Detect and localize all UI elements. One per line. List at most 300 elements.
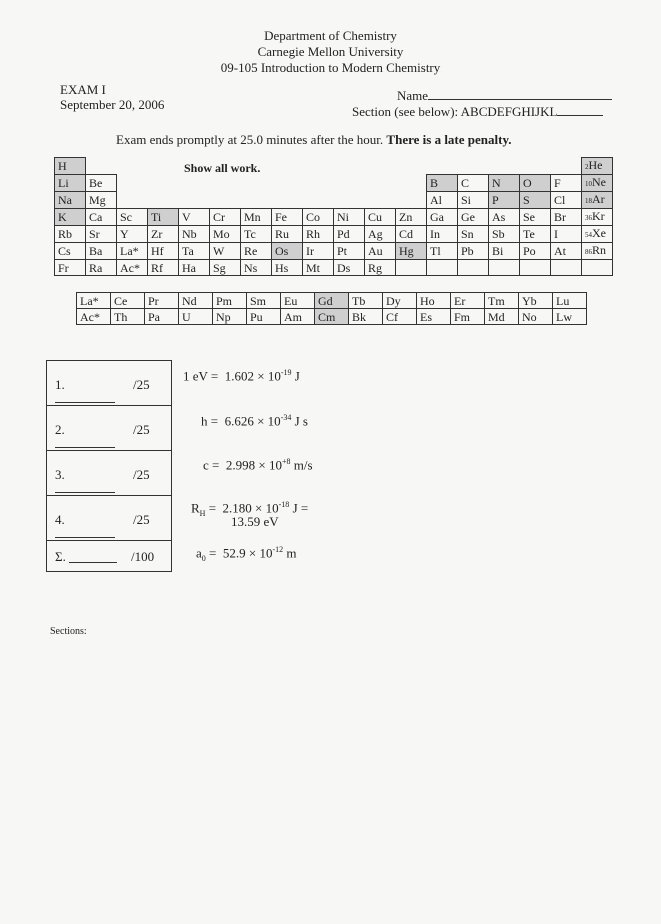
element-w: [210, 243, 241, 260]
element-np: [213, 309, 247, 325]
name-label: Name: [397, 88, 429, 103]
element-cm: [315, 309, 349, 325]
element-ns: [241, 260, 272, 276]
element-ag: [365, 226, 396, 243]
element-empty: [520, 260, 551, 276]
element-sm: [247, 293, 281, 309]
element-symbol: Dy: [386, 293, 401, 308]
constant-a0: [196, 545, 297, 563]
element-sb: [489, 226, 520, 243]
element-n: [489, 175, 520, 192]
element-symbol: Bi: [492, 244, 504, 258]
element-symbol: Cs: [58, 244, 71, 258]
element-symbol: Eu: [284, 293, 298, 308]
element-symbol: Lw: [556, 309, 572, 324]
exam-title: EXAM I: [60, 82, 106, 97]
element-symbol: Mt: [306, 260, 321, 275]
element-fm: [451, 309, 485, 325]
c-exponent: +8: [281, 457, 291, 466]
university: Carnegie Mellon University: [257, 44, 404, 59]
element-symbol: Fr: [58, 260, 69, 275]
element-symbol: Ge: [461, 210, 475, 224]
element-la-star: [77, 293, 111, 309]
element-symbol: Ar: [592, 192, 605, 206]
element-s: [520, 192, 551, 209]
element-symbol: Ne: [592, 175, 606, 189]
element-symbol: Ir: [306, 244, 314, 258]
pt-row: [55, 226, 613, 243]
element-yb: [519, 293, 553, 309]
element-symbol: Rb: [58, 227, 73, 241]
atomic-number: 18: [585, 197, 592, 205]
score-blank: [55, 402, 115, 403]
element-symbol: Ce: [114, 293, 128, 308]
score-row[interactable]: [47, 496, 171, 541]
element-symbol: Re: [244, 244, 258, 258]
pt-row: [55, 209, 613, 226]
atomic-number: 54: [585, 231, 592, 239]
element-symbol: Kr: [592, 209, 605, 223]
element-symbol: Ta: [182, 244, 194, 258]
element-symbol: La*: [80, 293, 99, 308]
element-symbol: Np: [216, 309, 231, 324]
element-fe: [272, 209, 303, 226]
element-symbol: K: [58, 210, 67, 224]
element-symbol: O: [523, 176, 532, 190]
element-er: [451, 293, 485, 309]
atomic-number: 10: [585, 180, 592, 188]
element-symbol: At: [554, 244, 566, 258]
element-ru: [272, 226, 303, 243]
element-ta: [179, 243, 210, 260]
constant-c: [203, 457, 313, 473]
h-label: h =: [201, 413, 219, 429]
element-symbol: Hs: [275, 260, 289, 275]
element-pb: [458, 243, 489, 260]
pt-gap: [117, 192, 427, 209]
constant-ev: [183, 368, 300, 384]
element-symbol: Ds: [337, 260, 351, 275]
element-be: [86, 175, 117, 192]
element-symbol: Sg: [213, 260, 226, 275]
element-v: [179, 209, 210, 226]
element-symbol: Rf: [151, 260, 163, 275]
c-unit: m/s: [290, 457, 313, 473]
element-k: [55, 209, 86, 226]
element-empty: [489, 260, 520, 276]
element-empty: [551, 260, 582, 276]
element-ho: [417, 293, 451, 309]
element-po: [520, 243, 551, 260]
element-f: [551, 175, 582, 192]
element-sg: [210, 260, 241, 276]
element-symbol: In: [430, 227, 440, 241]
c-value: 2.998 × 10: [225, 457, 282, 473]
element-re: [241, 243, 272, 260]
element-symbol: La*: [120, 244, 139, 258]
atomic-number: 86: [585, 248, 592, 256]
fb-row: [77, 309, 587, 325]
element-mt: [303, 260, 334, 276]
exam-date: September 20, 2006: [60, 97, 165, 112]
element-ar: [582, 192, 613, 209]
element-symbol: Md: [488, 309, 505, 324]
element-tm: [485, 293, 519, 309]
sections-label: Sections:: [50, 626, 87, 637]
points-possible: /25: [133, 377, 150, 392]
element-symbol: Ni: [337, 210, 349, 224]
element-symbol: H: [58, 159, 67, 173]
points-possible: /100: [131, 549, 155, 564]
element-pu: [247, 309, 281, 325]
element-symbol: Hf: [151, 244, 164, 258]
rh-label: R: [191, 500, 200, 516]
element-al: [427, 192, 458, 209]
element-sn: [458, 226, 489, 243]
element-symbol: Pr: [148, 293, 159, 308]
element-symbol: V: [182, 210, 191, 224]
element-symbol: Rn: [592, 243, 607, 257]
section-field[interactable]: [352, 104, 603, 120]
element-symbol: Pb: [461, 244, 474, 258]
element-ir: [303, 243, 334, 260]
score-blank: [55, 537, 115, 538]
element-o: [520, 175, 551, 192]
element-symbol: Pu: [250, 309, 263, 324]
element-ha: [179, 260, 210, 276]
element-i: [551, 226, 582, 243]
element-symbol: I: [554, 227, 558, 241]
element-symbol: Fm: [454, 309, 471, 324]
atomic-number: 2: [585, 163, 589, 171]
score-row[interactable]: [47, 541, 171, 571]
element-tb: [349, 293, 383, 309]
element-symbol: B: [430, 176, 439, 190]
element-mg: [86, 192, 117, 209]
element-symbol: Mg: [89, 193, 106, 207]
instructions-text: Exam ends promptly at 25.0 minutes after the hour.: [116, 132, 387, 147]
element-symbol: Si: [461, 193, 472, 207]
element-at: [551, 243, 582, 260]
element-symbol: W: [213, 244, 225, 258]
element-nb: [179, 226, 210, 243]
element-ca: [86, 209, 117, 226]
rh-unit: J =: [289, 500, 309, 516]
element-au: [365, 243, 396, 260]
element-symbol: Os: [275, 244, 289, 258]
element-kr: [582, 209, 613, 226]
h-unit: J s: [291, 413, 308, 429]
element-cs: [55, 243, 86, 260]
element-symbol: Ba: [89, 244, 103, 258]
element-te: [520, 226, 551, 243]
element-hf: [148, 243, 179, 260]
element-symbol: Ag: [368, 227, 383, 241]
element-symbol: Y: [120, 227, 129, 241]
element-th: [111, 309, 145, 325]
f-block-table: [76, 292, 587, 325]
element-no: [519, 309, 553, 325]
show-work-note: Show all work.: [184, 161, 261, 175]
element-ni: [334, 209, 365, 226]
element-es: [417, 309, 451, 325]
element-symbol: Mo: [213, 227, 230, 241]
problem-number: 2.: [55, 422, 65, 437]
element-ba: [86, 243, 117, 260]
element-symbol: Pa: [148, 309, 160, 324]
element-symbol: Gd: [318, 293, 333, 308]
element-ne: [582, 175, 613, 192]
element-symbol: Yb: [522, 293, 537, 308]
a0-value: 52.9 × 10: [222, 545, 273, 561]
element-lu: [553, 293, 587, 309]
element-os: [272, 243, 303, 260]
element-cr: [210, 209, 241, 226]
element-xe: [582, 226, 613, 243]
element-cu: [365, 209, 396, 226]
element-lw: [553, 309, 587, 325]
element-li: [55, 175, 86, 192]
element-symbol: Es: [420, 309, 432, 324]
element-empty: [396, 260, 427, 276]
element-symbol: Sm: [250, 293, 267, 308]
element-symbol: Mn: [244, 210, 261, 224]
ev-label: 1 eV =: [183, 368, 219, 384]
problem-number: 3.: [55, 467, 65, 482]
element-symbol: C: [461, 176, 470, 190]
element-eu: [281, 293, 315, 309]
element-symbol: Hg: [399, 244, 414, 258]
element-bk: [349, 309, 383, 325]
element-symbol: Rh: [306, 227, 321, 241]
element-symbol: Cu: [368, 210, 383, 224]
element-fr: [55, 260, 86, 276]
pt-row: [55, 192, 613, 209]
element-rg: [365, 260, 396, 276]
a0-subscript: 0: [201, 553, 206, 563]
element-cd: [396, 226, 427, 243]
element-ti: [148, 209, 179, 226]
element-ac-star: [77, 309, 111, 325]
element-symbol: Bk: [352, 309, 367, 324]
element-symbol: Tc: [244, 227, 256, 241]
element-symbol: Xe: [592, 226, 606, 240]
element-y: [117, 226, 148, 243]
element-hs: [272, 260, 303, 276]
atomic-number: 36: [585, 214, 592, 222]
element-u: [179, 309, 213, 325]
ev-value: 1.602 × 10: [224, 368, 281, 384]
instructions: [116, 132, 511, 148]
a0-exponent: -12: [272, 545, 284, 554]
element-ra: [86, 260, 117, 276]
element-zr: [148, 226, 179, 243]
element-mn: [241, 209, 272, 226]
element-symbol: N: [492, 176, 501, 190]
element-symbol: No: [522, 309, 537, 324]
element-rf: [148, 260, 179, 276]
score-row[interactable]: [47, 451, 171, 496]
a0-label: a: [196, 545, 202, 561]
element-rn: [582, 243, 613, 260]
element-cl: [551, 192, 582, 209]
problem-number: Σ.: [55, 549, 66, 564]
points-possible: /25: [133, 422, 150, 437]
element-symbol: Tl: [430, 244, 441, 258]
element-symbol: Na: [58, 193, 72, 207]
element-se: [520, 209, 551, 226]
element-pa: [145, 309, 179, 325]
element-symbol: Th: [114, 309, 128, 324]
element-symbol: Cm: [318, 309, 336, 324]
score-blank: [55, 447, 115, 448]
element-nd: [179, 293, 213, 309]
element-symbol: As: [492, 210, 506, 224]
problem-number: 1.: [55, 377, 65, 392]
element-c: [458, 175, 489, 192]
rh-subscript: H: [199, 508, 206, 518]
element-b: [427, 175, 458, 192]
name-field[interactable]: [397, 88, 612, 104]
element-symbol: Fe: [275, 210, 287, 224]
rh-value: 2.180 × 10: [222, 500, 279, 516]
element-symbol: Nd: [182, 293, 197, 308]
element-ga: [427, 209, 458, 226]
constant-rh-ev: 13.59 eV: [231, 514, 279, 529]
element-symbol: P: [492, 193, 499, 207]
points-possible: /25: [133, 467, 150, 482]
element-pr: [145, 293, 179, 309]
element-am: [281, 309, 315, 325]
element-pd: [334, 226, 365, 243]
element-symbol: Ho: [420, 293, 435, 308]
score-box: [46, 360, 172, 572]
element-symbol: Br: [554, 210, 566, 224]
ev-exponent: -19: [280, 368, 292, 377]
fb-row: [77, 293, 587, 309]
element-ds: [334, 260, 365, 276]
element-symbol: Cf: [386, 309, 398, 324]
constant-h: [201, 413, 308, 429]
h-value: 6.626 × 10: [224, 413, 281, 429]
section-label: Section (see below): ABCDEFGHIJKL: [352, 104, 558, 119]
element-symbol: He: [588, 158, 603, 172]
late-penalty-text: There is a late penalty.: [386, 132, 512, 147]
score-blank: [69, 562, 117, 563]
h-exponent: -34: [280, 413, 292, 422]
rh-equals: =: [205, 500, 217, 516]
element-tl: [427, 243, 458, 260]
element-rh: [303, 226, 334, 243]
element-symbol: Te: [523, 227, 535, 241]
element-symbol: Sc: [120, 210, 132, 224]
element-symbol: Be: [89, 176, 103, 190]
element-symbol: F: [554, 176, 561, 190]
element-symbol: Ga: [430, 210, 444, 224]
ev-unit: J: [291, 368, 300, 384]
element-rb: [55, 226, 86, 243]
element-empty: [427, 260, 458, 276]
element-symbol: Cl: [554, 193, 566, 207]
element-symbol: Au: [368, 244, 383, 258]
element-gd: [315, 293, 349, 309]
element-in: [427, 226, 458, 243]
points-possible: /25: [133, 512, 150, 527]
element-bi: [489, 243, 520, 260]
element-mo: [210, 226, 241, 243]
element-symbol: Er: [454, 293, 466, 308]
element-zn: [396, 209, 427, 226]
element-co: [303, 209, 334, 226]
score-blank: [55, 492, 115, 493]
element-na: [55, 192, 86, 209]
element-symbol: Am: [284, 309, 302, 324]
a0-unit: m: [283, 545, 297, 561]
score-row[interactable]: [47, 361, 171, 406]
element-symbol: Pt: [337, 244, 348, 258]
element-symbol: Sb: [492, 227, 505, 241]
rh-exponent: -18: [278, 500, 290, 509]
pt-row: [55, 260, 613, 276]
element-cf: [383, 309, 417, 325]
element-symbol: Rg: [368, 260, 383, 275]
periodic-table: [54, 157, 613, 276]
element-symbol: Ru: [275, 227, 290, 241]
element-symbol: Ac*: [80, 309, 100, 324]
element-br: [551, 209, 582, 226]
element-symbol: Tm: [488, 293, 505, 308]
element-sc: [117, 209, 148, 226]
element-symbol: Zr: [151, 227, 163, 241]
element-symbol: S: [523, 193, 530, 207]
pt-row: [55, 175, 613, 192]
pt-gap: [86, 158, 582, 175]
element-p: [489, 192, 520, 209]
element-sr: [86, 226, 117, 243]
element-symbol: Ha: [182, 260, 196, 275]
score-row[interactable]: [47, 406, 171, 451]
element-symbol: Li: [58, 176, 69, 190]
element-symbol: Pm: [216, 293, 233, 308]
department: Department of Chemistry: [264, 28, 397, 43]
element-ge: [458, 209, 489, 226]
element-ce: [111, 293, 145, 309]
element-symbol: Cr: [213, 210, 225, 224]
a0-equals: =: [205, 545, 217, 561]
element-symbol: Ca: [89, 210, 103, 224]
element-md: [485, 309, 519, 325]
element-symbol: Nb: [182, 227, 197, 241]
element-hg: [396, 243, 427, 260]
element-ac-star: [117, 260, 148, 276]
element-symbol: Ra: [89, 260, 103, 275]
element-pt: [334, 243, 365, 260]
element-empty: [582, 260, 613, 276]
element-symbol: Al: [430, 193, 442, 207]
element-empty: [458, 260, 489, 276]
element-symbol: Lu: [556, 293, 570, 308]
element-si: [458, 192, 489, 209]
element-symbol: Ns: [244, 260, 258, 275]
c-label: c =: [203, 457, 220, 473]
element-symbol: Co: [306, 210, 321, 224]
element-symbol: Sr: [89, 227, 100, 241]
element-pm: [213, 293, 247, 309]
pt-row: [55, 158, 613, 175]
element-tc: [241, 226, 272, 243]
element-symbol: Zn: [399, 210, 413, 224]
element-symbol: Sn: [461, 227, 474, 241]
